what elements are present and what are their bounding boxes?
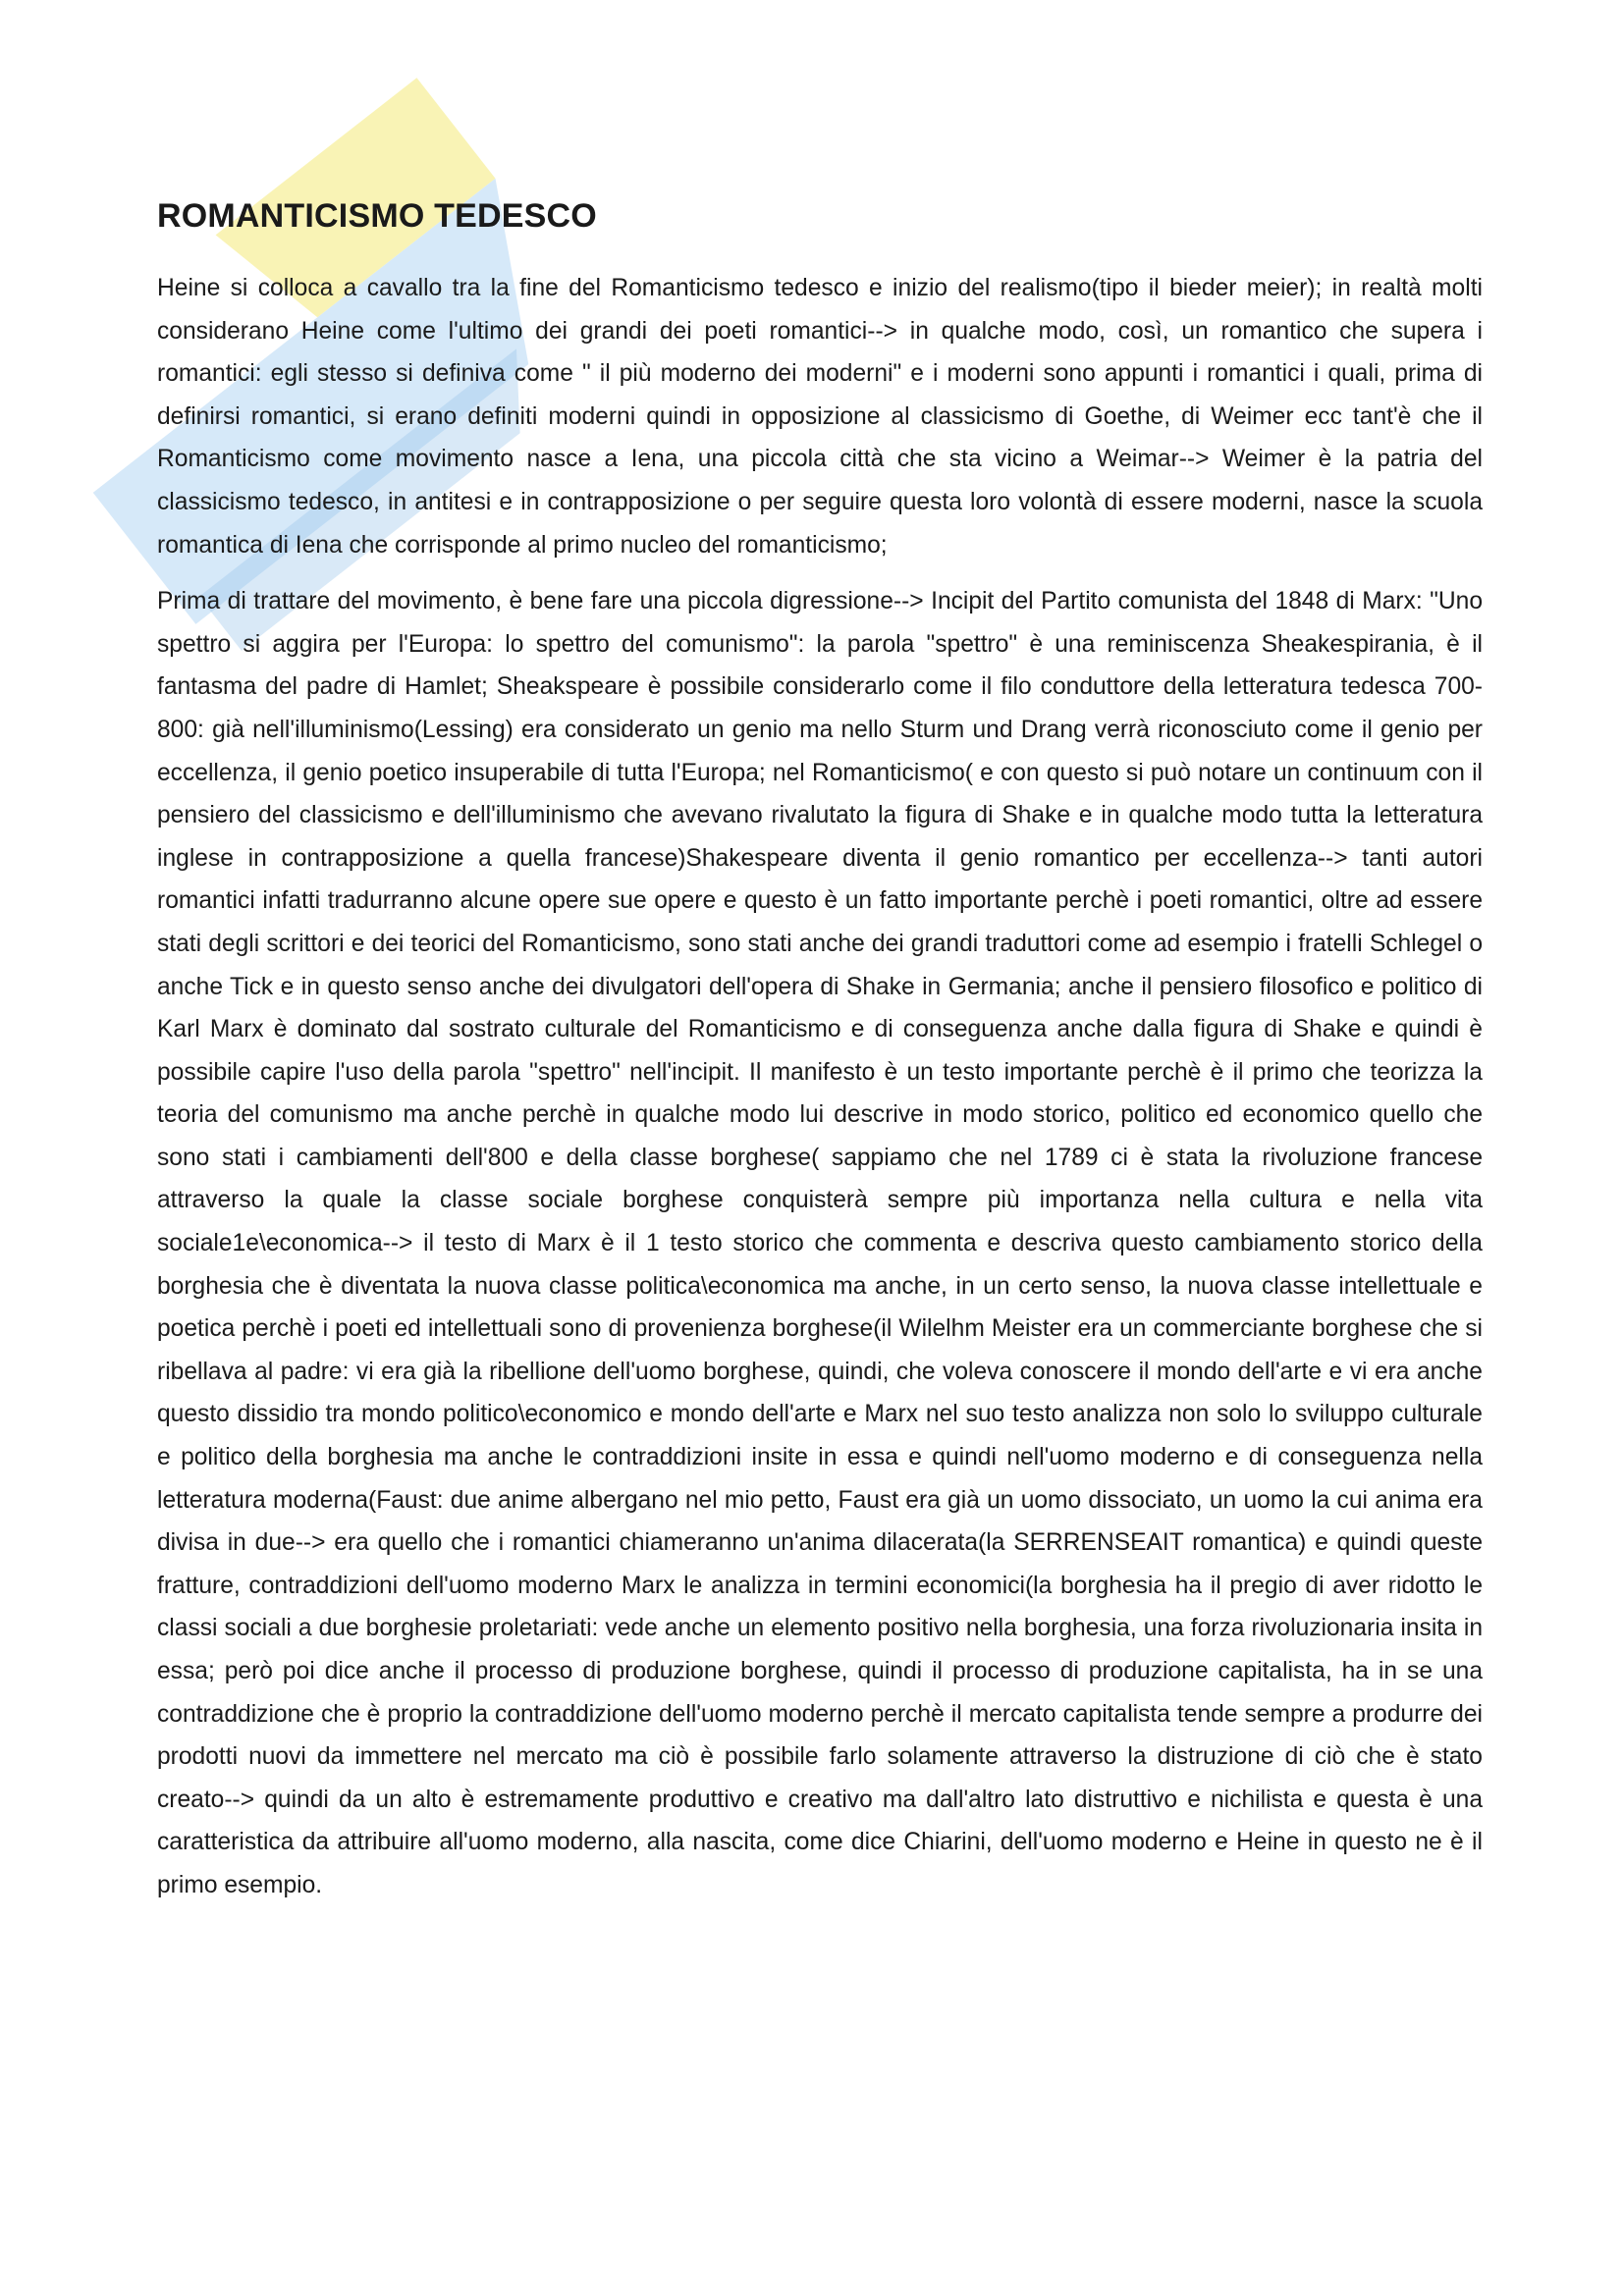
paragraph-digression: Prima di trattare del movimento, è bene fare una piccola digressione--> Incipit del Partito comunista del 1848 di Marx: "Uno spettro si aggira per l'Europa: lo spettro del comunismo": la parola "spettro" è una reminiscenza Sheakespirania, è il fantasma del padre di Hamlet; Sheakspeare è possibile considerarlo come il filo conduttore della letteratura tedesca 700-800: già nell'illuminismo(Lessing) era considerato un genio ma nello Sturm und Drang verrà riconosciuto come il genio per eccellenza, il genio poetico insuperabile di tutta l'Europa; nel Romanticismo( e con questo si può notare un continuum con il pensiero del classicismo e dell'illuminismo che avevano rivalutato la figura di Shake e in qualche modo tutta la letteratura inglese in contrapposizione a quella francese)Shakespeare diventa il genio romantico per eccellenza--> tanti autori romantici infatti tradurranno alcune opere sue opere e questo è un fatto importante perchè i poeti romantici, oltre ad essere stati degli scrittori e dei teorici del Romanticismo, sono stati anche dei grandi traduttori come ad esempio i fratelli Schlegel o anche Tick e in questo senso anche dei divulgatori dell'opera di Shake in Germania; anche il pensiero filosofico e politico di Karl Marx è dominato dal sostrato culturale del Romanticismo e di conseguenza anche dalla figura di Shake e quindi è possibile capire l'uso della parola "spettro" nell'incipit. Il manifesto è un testo importante perchè è il primo che teorizza la teoria del comunismo ma anche perchè in qualche modo lui descrive in modo storico, politico ed economico quello che sono stati i cambiamenti dell'800 e della classe borghese( sappiamo che nel 1789 ci è stata la rivoluzione francese attraverso la quale la classe sociale borghese conquisterà sempre più importanza nella cultura e nella vita sociale1e\economica--> il testo di Marx è il 1 testo storico che commenta e descriva questo cambiamento storico della borghesia che è diventata la nuova classe politica\economica ma anche, in un certo senso, la nuova classe intellettuale e poetica perchè i poeti ed intellettuali sono di provenienza borghese(il Wilelhm Meister era un commerciante borghese che si ribellava al padre: vi era già la ribellione dell'uomo borghese, quindi, che voleva conoscere il mondo dell'arte e vi era anche questo dissidio tra mondo politico\economico e mondo dell'arte e Marx nel suo testo analizza non solo lo sviluppo culturale e politico della borghesia ma anche le contraddizioni insite in essa e quindi nell'uomo moderno e di conseguenza nella letteratura moderna(Faust: due anime albergano nel mio petto, Faust era già un uomo dissociato, un uomo la cui anima era divisa in due--> era quello che i romantici chiameranno un'anima dilacerata(la SERRENSEAIT romantica) e quindi queste fratture, contraddizioni dell'uomo moderno Marx le analizza in termini economici(la borghesia ha il pregio di aver ridotto le classi sociali a due borghesie proletariati: vede anche un elemento positivo nella borghesia, una forza rivoluzionaria insita in essa; però poi dice anche il processo di produzione borghese, quindi il processo di produzione capitalista, ha in se una contraddizione che è proprio la contraddizione dell'uomo moderno perchè il mercato capitalista tende sempre a produrre dei prodotti nuovi da immettere nel mercato ma ciò è possibile farlo solamente attraverso la distruzione di ciò che è stato creato--> quindi da un alto è estremamente produttivo e creativo ma dall'altro lato distruttivo e nichilista e questa è una caratteristica da attribuire all'uomo moderno, alla nascita, come dice Chiarini, dell'uomo moderno e Heine in questo ne è il primo esempio. [157, 588, 1483, 1898]
paragraph-intro: Heine si colloca a cavallo tra la fine del Romanticismo tedesco e inizio del realismo(tipo il bieder meier); in realtà molti considerano Heine come l'ultimo dei grandi dei poeti romantici--> in qualche modo, così, un romantico che supera i romantici: egli stesso si definiva come " il più moderno dei moderni" e i moderni sono appunti i romantici i quali, prima di definirsi romantici, si erano definiti moderni quindi in opposizione al classicismo di Goethe, di Weimer ecc tant'è che il Romanticismo come movimento nasce a Iena, una piccola città che sta vicino a Weimar--> Weimer è la patria del classicismo tedesco, in antitesi e in contrapposizione o per seguire questa loro volontà di essere moderni, nasce la scuola romantica di Iena che corrisponde al primo nucleo del romanticismo; [157, 275, 1483, 559]
document-title: ROMANTICISMO TEDESCO [157, 197, 597, 235]
document-body [157, 194, 1483, 1921]
